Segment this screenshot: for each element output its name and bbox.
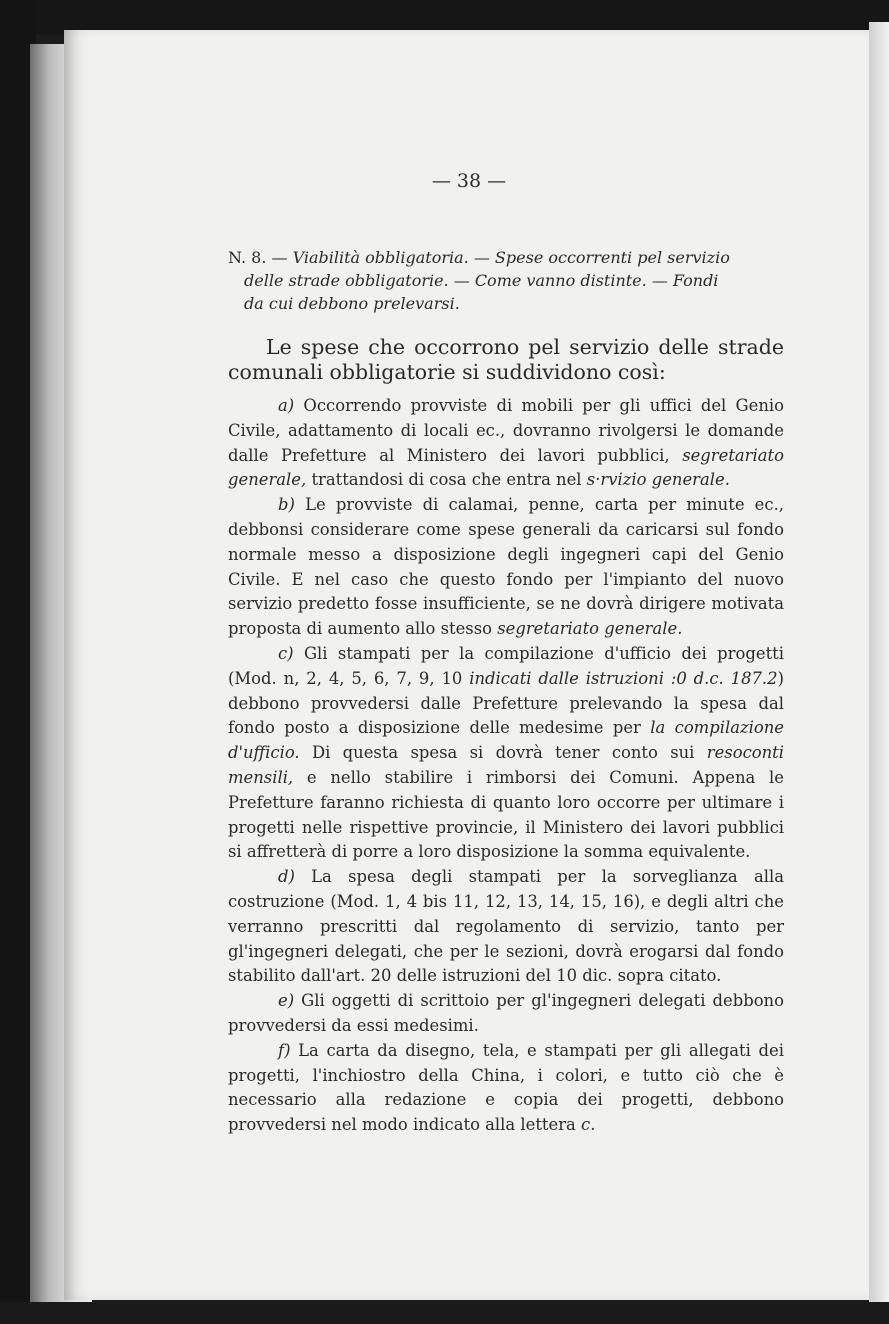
paragraph-f: [228, 1039, 784, 1138]
page-content: [228, 246, 784, 1138]
section-title-line1: Viabilità obbligatoria. — Spese occorrenti pel servizio: [292, 248, 730, 267]
paragraph-text: e nello stabilire i rimborsi dei Comuni. Appena le Prefetture faranno richiesta di quanto loro occorre per ultimare i progetti nelle rispettive provincie, il Ministero dei lavori pubblici si affretterà di porre a loro disposizione la somma equivalente.: [228, 767, 784, 862]
paragraph-a: [228, 394, 784, 493]
paragraph-italic: segretariato generale.: [497, 619, 683, 639]
paragraph-label: a): [278, 396, 295, 415]
section-title-line2: delle strade obbligatorie. — Come vanno distinte. — Fondi: [244, 271, 719, 290]
paragraph-text: La carta da disegno, tela, e stampati per gli allegati dei progetti, l'inchiostro della China, i colori, e tutto ciò che è necessario alla redazione e copia dei progetti, debbono provvedersi nel modo indicato alla lettera: [228, 1040, 784, 1135]
paragraph-text: Gli stampati per la compilazione d'ufficio dei progetti (Mod. n, 2, 4, 5, 6, 7, 9, 10: [228, 643, 784, 688]
paragraph-text: Gli oggetti di scrittoio per gl'ingegneri delegati debbono provvedersi da essi medesimi.: [228, 991, 784, 1035]
paragraph-d: [228, 865, 784, 989]
section-heading: [228, 246, 784, 315]
paragraph-label: d): [278, 867, 295, 887]
scan-bottom-border: [0, 1302, 889, 1324]
paragraph-label: e): [278, 991, 295, 1011]
intro-paragraph: Le spese che occorrono pel servizio delle strade comunali obbligatorie si suddividono così:: [228, 335, 784, 384]
paragraph-text: Di questa spesa si dovrà tener conto sui: [311, 743, 695, 763]
paragraph-italic: s·rvizio generale.: [586, 470, 730, 490]
paragraph-text: trattandosi di cosa che entra nel: [311, 470, 582, 490]
paragraph-label: c): [278, 643, 294, 663]
paragraph-label: f): [278, 1040, 291, 1060]
paragraph-italic: indicati dalle istruzioni :0 d.c. 187.2: [469, 668, 778, 688]
section-number: N. 8. —: [228, 248, 288, 267]
section-title-line3: da cui debbono prelevarsi.: [244, 294, 460, 313]
scan-right-edge: [869, 22, 889, 1324]
paragraph-italic: resoconti mensili,: [228, 743, 784, 787]
paragraph-label: b): [278, 495, 295, 515]
paragraph-text: Occorrendo provviste di mobili per gli uffici del Genio Civile, adattamento di locali ec., dovranno rivolgersi le domande dalle Prefetture al Ministero dei lavori pubblici,: [228, 396, 784, 465]
scan-top-border: [0, 0, 889, 34]
paragraph-c: [228, 642, 784, 865]
paragraph-text: La spesa degli stampati per la sorveglianza alla costruzione (Mod. 1, 4 bis 11, 12, 13, 14, 15, 16), e degli altri che verranno prescritti dal regolamento di servizio, tanto per gl'ingegneri delegati, che per le sezioni, dovrà erogarsi dal fondo stabilito dall'art. 20 delle istruzioni del 10 dic. sopra citato.: [228, 867, 784, 986]
paragraph-text: ) debbono provvedersi dalle Prefetture prelevando la spesa dal fondo posto a disposizione delle medesime per: [228, 668, 784, 738]
paragraph-italic: c.: [581, 1115, 596, 1135]
paragraph-italic: segretariato generale,: [228, 445, 784, 490]
paragraph-italic: la compilazione d'ufficio.: [228, 718, 784, 763]
paragraph-b: [228, 493, 784, 642]
paragraph-e: [228, 989, 784, 1039]
page-number: — 38 —: [431, 170, 507, 192]
paragraph-text: Le provviste di calamai, penne, carta per minute ec., debbonsi considerare come spese generali da caricarsi sul fondo normale messo a disposizione degli ingegneri capi del Genio Civile. E nel caso che questo fondo per l'impianto del nuovo servizio predetto fosse insufficiente, se ne dovrà dirigere motivata proposta di aumento allo stesso: [228, 495, 784, 639]
